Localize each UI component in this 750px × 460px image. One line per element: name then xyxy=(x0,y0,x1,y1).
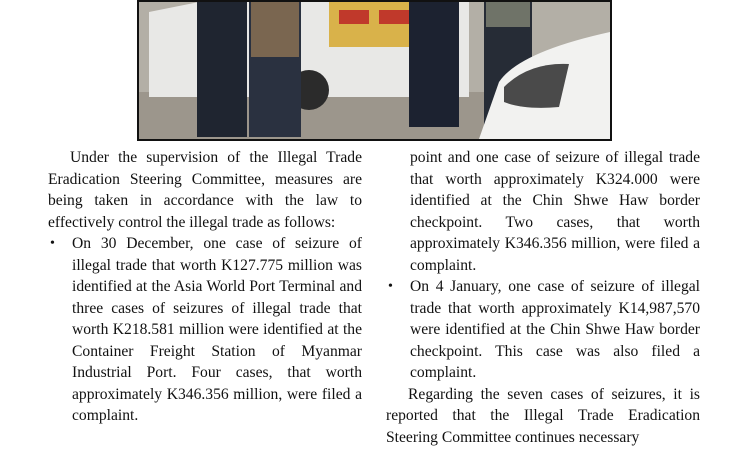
bullet-text: On 30 December, one case of seizure of illegal trade that worth K127.775 million was identified at the Asia World Port Terminal and three cases of seizures of illegal trade that worth K218.581 million were identified at the Container Freight Station of Myanmar Industrial Port. Four cases, that worth approximately K346.356 million, were filed a complaint. xyxy=(72,235,362,424)
intro-paragraph: Under the supervision of the Illegal Trade Eradication Steering Committee, measures are being taken in accordance with the law to effectively control the illegal trade as follows: xyxy=(48,149,362,231)
bullet-icon: • xyxy=(50,236,55,251)
closing-paragraph: Regarding the seven cases of seizures, it is reported that the Illegal Trade Eradication Steering Committee continues necessary xyxy=(386,385,700,446)
right-column xyxy=(386,147,700,448)
list-item xyxy=(48,233,362,427)
seizure-list-left xyxy=(48,233,362,427)
bullet-continuation: point and one case of seizure of illegal trade that worth approximately K324.000 were identified at the Chin Shwe Haw border checkpoint. Two cases, that worth approximately K346.356 million, were filed a complaint. xyxy=(410,149,700,274)
bullet-text: On 4 January, one case of seizure of illegal trade that worth approximately K14,987,570 were identified at the Chin Shwe Haw border checkpoint. This case was also filed a complaint. xyxy=(410,278,700,381)
news-photo xyxy=(137,0,612,141)
left-column xyxy=(48,147,362,427)
seizure-list-right xyxy=(386,276,700,384)
bullet-icon: • xyxy=(388,279,393,294)
photo-illustration xyxy=(139,2,610,139)
list-item xyxy=(386,276,700,384)
